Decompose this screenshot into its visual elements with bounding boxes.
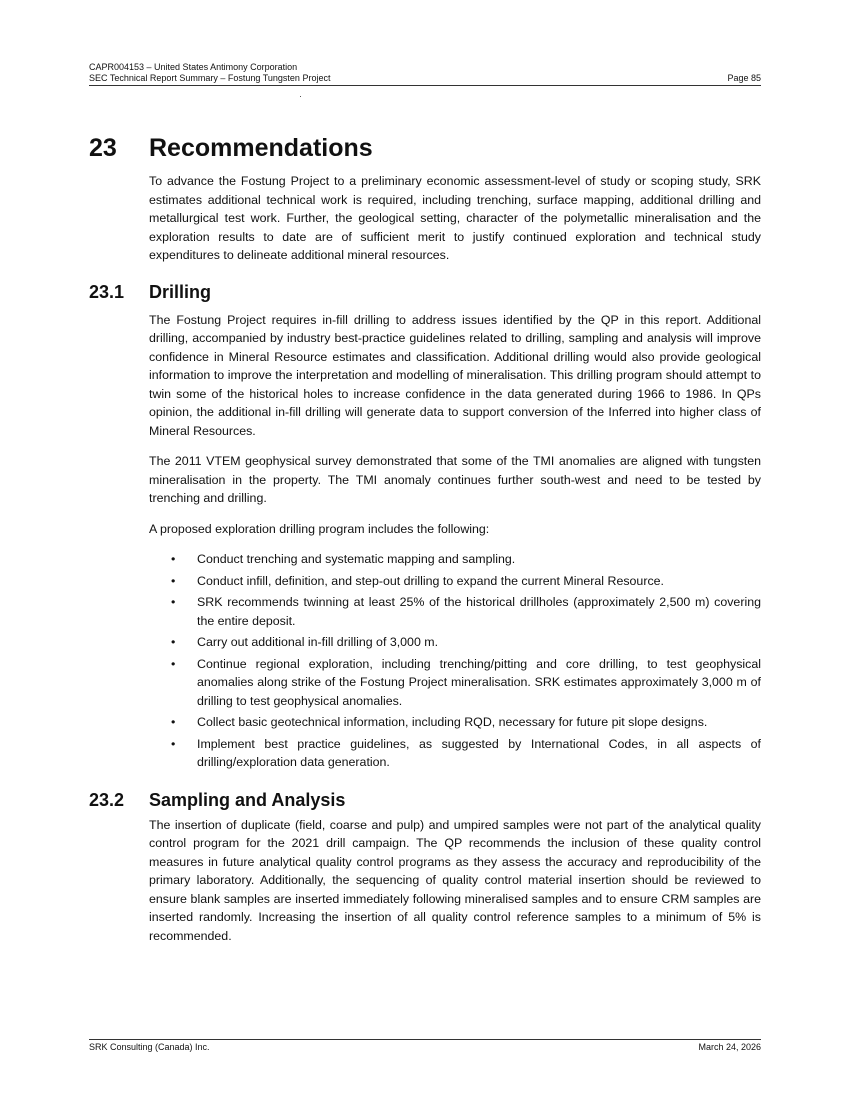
document-body — [89, 132, 761, 945]
drilling-paragraph-1: The Fostung Project requires in-fill drilling to address issues identified by the QP in this report. Additional drilling, accompanied by industry best-practice guidelines related to drilling, sampling and analysis will improve confidence in Mineral Resource estimates and classification. Additional drilling would also provide geological information to improve the interpretation and modelling of mineralisation. This drilling program should attempt to twin some of the historical holes to increase confidence in the data generated during 1966 to 1986. In QPs opinion, the additional in-fill drilling will generate data to support conversion of the Inferred into higher class of Mineral Resources. — [149, 312, 761, 438]
footer-date: March 24, 2026 — [698, 1042, 761, 1052]
list-item-text: Implement best practice guidelines, as suggested by International Codes, in all aspects of drilling/exploration data generation. — [197, 736, 761, 769]
list-item — [149, 550, 761, 569]
bullet-icon: • — [171, 635, 176, 649]
list-item-text: Conduct infill, definition, and step-out drilling to expand the current Mineral Resource. — [197, 573, 664, 588]
list-item — [149, 593, 761, 630]
list-item — [149, 735, 761, 772]
bullet-icon: • — [171, 656, 176, 671]
list-item-text: Conduct trenching and systematic mapping and sampling. — [197, 552, 516, 566]
sampling-paragraph: The insertion of duplicate (field, coarse and pulp) and umpired samples were not part of the analytical quality control program for the 2021 drill campaign. The QP recommends the inclusion of these quality control measures in future analytical quality control programs as they assess the accuracy and reproducibility of the primary laboratory. Additionally, the sequencing of quality control material insertion should be reviewed to ensure blank samples are inserted immediately following mineralised samples and to ensure CRM samples are inserted randomly. Increasing the insertion of all quality control reference samples to a minimum of 5% is recommended. — [149, 817, 761, 943]
sampling-number: 23.2 — [89, 789, 125, 810]
list-item — [149, 655, 761, 711]
section-number: 23 — [89, 134, 117, 162]
drilling-program-list — [149, 550, 761, 772]
stray-dot — [300, 96, 301, 97]
sampling-title: Sampling and Analysis — [149, 789, 346, 810]
list-item — [149, 572, 761, 591]
page-footer — [89, 1039, 761, 1053]
drilling-title: Drilling — [149, 281, 211, 302]
header-line-1: CAPR004153 – United States Antimony Corporation — [89, 62, 298, 72]
bullet-icon: • — [171, 715, 176, 729]
list-item — [149, 633, 761, 652]
footer-company: SRK Consulting (Canada) Inc. — [89, 1042, 210, 1052]
bullet-icon: • — [171, 573, 176, 588]
drilling-heading — [89, 281, 761, 303]
bullet-icon: • — [171, 552, 176, 566]
drilling-paragraph-2: The 2011 VTEM geophysical survey demonstrated that some of the TMI anomalies are aligned with tungsten mineralisation in the property. The TMI anomaly continues further south-west and need to be tested by trenching and drilling. — [149, 454, 761, 505]
list-item-text: Continue regional exploration, including trenching/pitting and core drilling, to test geophysical anomalies along strike of the Fostung Project mineralisation. SRK estimates approximately 3,000 m of drilling to test geophysical anomalies. — [197, 656, 761, 708]
list-item-text: Carry out additional in-fill drilling of 3,000 m. — [197, 635, 439, 649]
list-item-text: Collect basic geotechnical information, including RQD, necessary for future pit slope designs. — [197, 715, 708, 729]
drilling-number: 23.1 — [89, 281, 125, 302]
header-line-2: SEC Technical Report Summary – Fostung Tungsten Project — [89, 73, 331, 83]
bullet-icon: • — [171, 736, 176, 751]
list-item-text: SRK recommends twinning at least 25% of the historical drillholes (approximately 2,500 m) covering the entire deposit. — [197, 595, 761, 628]
intro-paragraph: To advance the Fostung Project to a preliminary economic assessment-level of study or scoping study, SRK estimates additional technical work is required, including trenching, surface mapping, additional drilling and metallurgical test work. Further, the geological setting, character of the polymetallic mineralisation and the exploration results to date are of sufficient merit to justify continued exploration and technical study expenditures to delineate additional mineral resources. — [149, 174, 761, 262]
list-item — [149, 713, 761, 732]
page-header — [89, 62, 761, 86]
sampling-heading — [89, 789, 761, 811]
bullet-icon: • — [171, 595, 176, 609]
section-heading — [89, 132, 761, 164]
drilling-paragraph-3: A proposed exploration drilling program includes the following: — [149, 521, 490, 536]
page-number: Page 85 — [727, 73, 761, 83]
section-title: Recommendations — [149, 134, 373, 162]
